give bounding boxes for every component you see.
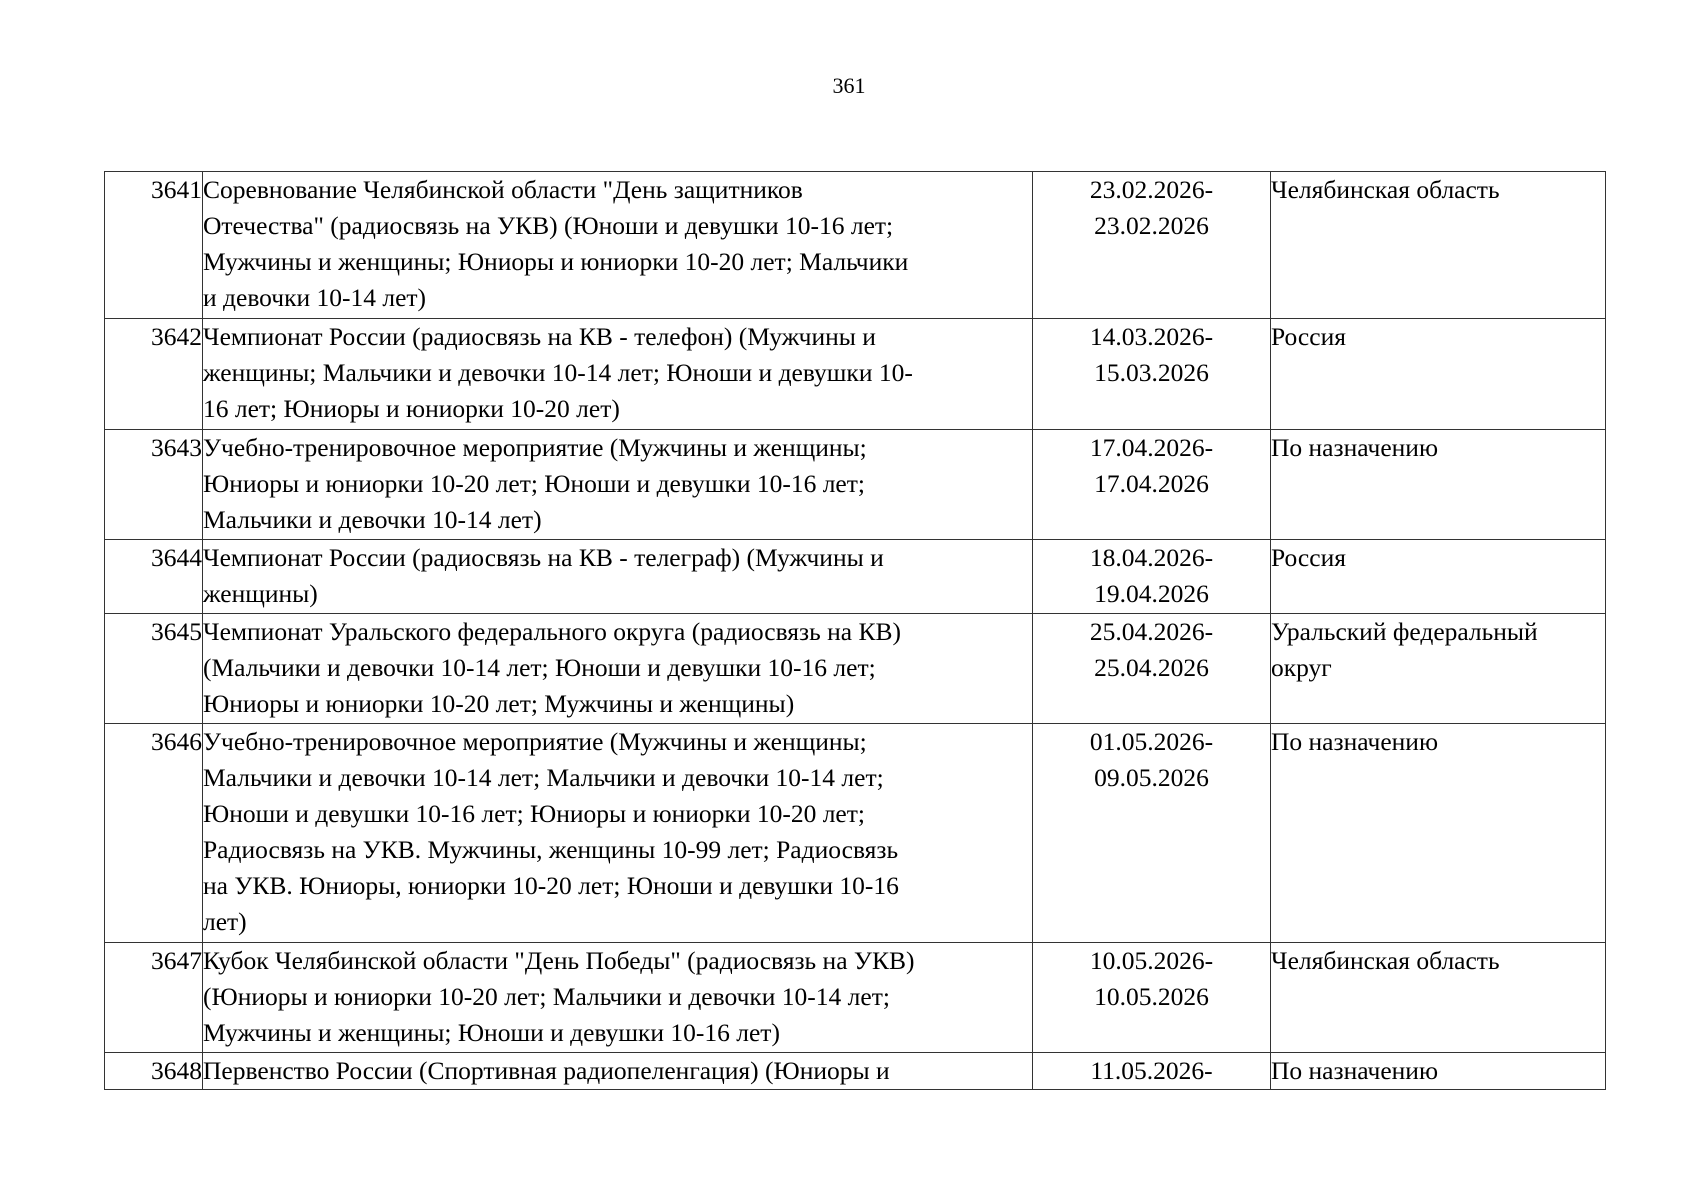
- event-dates: 18.04.2026- 19.04.2026: [1089, 543, 1214, 608]
- event-name: Кубок Челябинской области "День Победы" (радиосвязь на УКВ) (Юниоры и юниорки 10-20 лет; Мальчики и девочки 10-14 лет; Мужчины и женщины; Юноши и девушки 10-16 лет): [203, 946, 915, 1047]
- event-number: 3647: [105, 943, 203, 1053]
- event-number: 3641: [105, 172, 203, 319]
- table-row: [105, 430, 1606, 540]
- event-place: Уральский федеральный округ: [1271, 617, 1538, 682]
- event-name: Чемпионат России (радиосвязь на КВ - телеграф) (Мужчины и женщины): [203, 543, 884, 608]
- table-row: [105, 1053, 1606, 1090]
- event-place: По назначению: [1271, 433, 1439, 462]
- table-row: [105, 614, 1606, 724]
- table-row: [105, 319, 1606, 430]
- event-number: 3643: [105, 430, 203, 540]
- event-place: Челябинская область: [1271, 946, 1500, 975]
- event-dates: 14.03.2026- 15.03.2026: [1089, 322, 1214, 387]
- table-row: [105, 172, 1606, 319]
- event-number: 3648: [105, 1053, 203, 1090]
- table-row: [105, 724, 1606, 943]
- event-dates: 10.05.2026- 10.05.2026: [1089, 946, 1214, 1011]
- event-name: Чемпионат Уральского федерального округа (радиосвязь на КВ) (Мальчики и девочки 10-14 лет; Юноши и девушки 10-16 лет; Юниоры и юниорки 10-20 лет; Мужчины и женщины): [203, 617, 901, 718]
- table-row: [105, 540, 1606, 614]
- event-name: Учебно-тренировочное мероприятие (Мужчины и женщины; Мальчики и девочки 10-14 лет; Мальчики и девочки 10-14 лет; Юноши и девушки 10-16 лет; Юниоры и юниорки 10-20 лет; Радиосвязь на УКВ. Мужчины, женщины 10-99 лет; Радиосвязь на УКВ. Юниоры, юниорки 10-20 лет; Юноши и девушки 10-16 лет): [203, 727, 899, 936]
- event-place: Россия: [1271, 543, 1346, 572]
- event-number: 3644: [105, 540, 203, 614]
- event-number: 3646: [105, 724, 203, 943]
- page-number: 361: [832, 73, 866, 98]
- event-dates: 23.02.2026- 23.02.2026: [1089, 175, 1214, 240]
- event-place: По назначению: [1271, 1056, 1439, 1085]
- event-place: Россия: [1271, 322, 1346, 351]
- event-dates: 17.04.2026- 17.04.2026: [1089, 433, 1214, 498]
- table-row: [105, 943, 1606, 1053]
- event-dates: 01.05.2026- 09.05.2026: [1089, 727, 1214, 792]
- event-place: Челябинская область: [1271, 175, 1500, 204]
- event-dates: 11.05.2026-: [1090, 1056, 1213, 1085]
- event-name: Учебно-тренировочное мероприятие (Мужчины и женщины; Юниоры и юниорки 10-20 лет; Юноши и девушки 10-16 лет; Мальчики и девочки 10-14 лет): [203, 433, 867, 534]
- event-dates: 25.04.2026- 25.04.2026: [1089, 617, 1214, 682]
- event-name: Чемпионат России (радиосвязь на КВ - телефон) (Мужчины и женщины; Мальчики и девочки 10-14 лет; Юноши и девушки 10- 16 лет; Юниоры и юниорки 10-20 лет): [203, 322, 913, 423]
- event-place: По назначению: [1271, 727, 1439, 756]
- events-table: [104, 171, 1606, 1090]
- event-number: 3645: [105, 614, 203, 724]
- event-number: 3642: [105, 319, 203, 430]
- event-name: Первенство России (Спортивная радиопеленгация) (Юниоры и: [203, 1056, 890, 1085]
- event-name: Соревнование Челябинской области "День защитников Отечества" (радиосвязь на УКВ) (Юноши и девушки 10-16 лет; Мужчины и женщины; Юниоры и юниорки 10-20 лет; Мальчики и девочки 10-14 лет): [203, 175, 909, 312]
